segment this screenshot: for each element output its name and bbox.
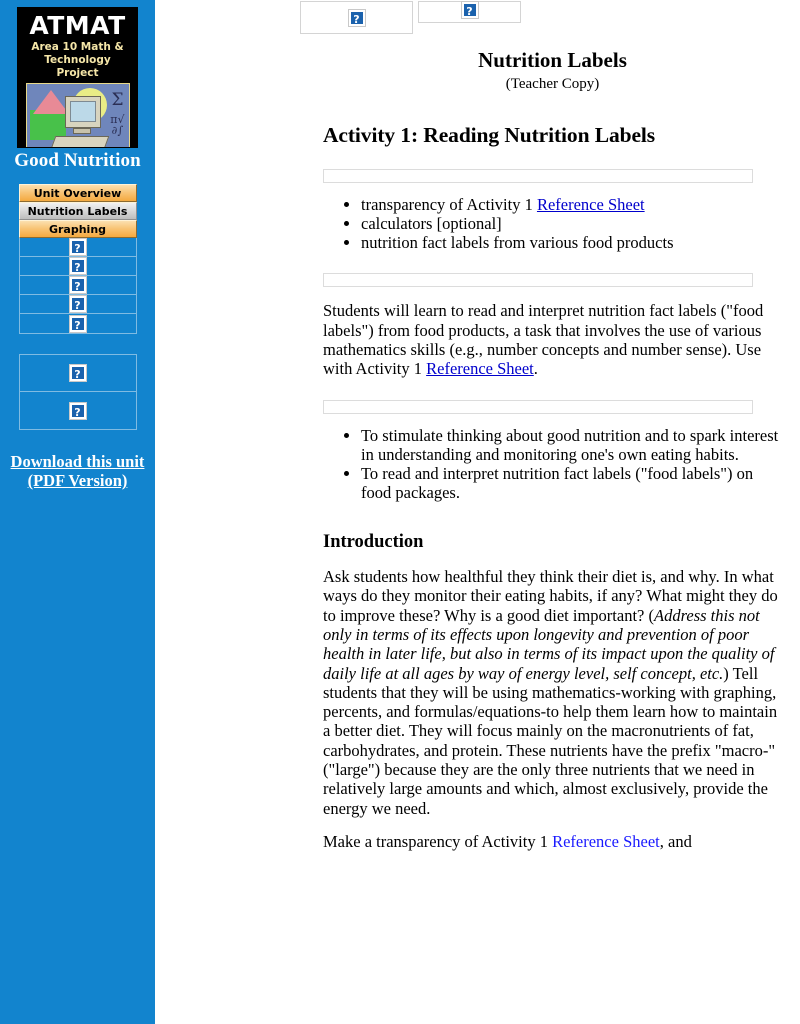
sidebar-secondary-group — [19, 354, 137, 430]
sidebar — [0, 0, 155, 1024]
broken-image-icon: ? — [70, 258, 86, 274]
broken-image-icon: ? — [349, 10, 365, 26]
logo-subtitle-line1: Area 10 Math & — [31, 41, 124, 53]
sidebar-item-broken-3[interactable] — [20, 276, 136, 295]
sidebar-item-broken-5[interactable] — [20, 314, 136, 333]
broken-image-objectives-header[interactable] — [323, 400, 753, 414]
materials-item-text: transparency of Activity 1 — [361, 195, 537, 214]
content-column — [323, 123, 785, 851]
broken-image-icon: ? — [70, 403, 86, 419]
sidebar-item-broken-6[interactable] — [20, 355, 136, 392]
list-item: • To stimulate thinking about good nutrition and to spark interest in understanding and monitoring one's own eating habits. — [361, 426, 785, 464]
broken-image-banner-left[interactable] — [300, 1, 413, 34]
logo-subtitle-line2: Technology Project — [44, 53, 111, 79]
intro-italic-note: Address this not only in terms of its effects upon longevity and prevention of poor health in later life, but also in terms of its impact upon the quality of daily life at all ages by way of energy level, self concept, etc. — [323, 605, 775, 683]
intro-text-part1: Ask students how healthful they think their diet is, and why. In what ways do they monitor their eating habits, if any? What might they do to improve these? Why is a good diet important? ( — [323, 567, 778, 625]
computer-clipart-icon: Σ π√ ∂∫ — [26, 83, 130, 148]
broken-image-icon: ? — [70, 365, 86, 381]
main-content — [155, 0, 800, 1024]
list-item — [361, 195, 785, 214]
reference-sheet-link[interactable]: Reference Sheet — [536, 195, 645, 214]
broken-image-banner-right[interactable] — [418, 1, 521, 23]
sidebar-nav-broken-group — [19, 238, 137, 334]
download-link-line2: (PDF Version) — [27, 471, 128, 491]
broken-image-materials-header[interactable] — [323, 169, 753, 183]
download-link-line1: Download this unit — [10, 452, 145, 471]
sidebar-item-broken-1[interactable] — [20, 238, 136, 257]
broken-image-icon: ? — [70, 239, 86, 255]
page-subtitle: (Teacher Copy) — [505, 76, 600, 92]
intro-text-part2: ) Tell students that they will be using mathematics-working with graphing, percents, and formulas/equations-to help them learn how to maintain a better diet. They will focus mainly on the macronutrients of fat, carbohydrates, and protein. These nutrients have the prefix "macro-" ("large") because they are the only three nutrients that we need in relatively large amounts and which, almost exclusively, provide the energy we need. — [323, 663, 778, 818]
list-item: • calculators [optional] — [361, 214, 785, 233]
sidebar-nav — [19, 184, 137, 238]
header-images — [300, 0, 800, 34]
intro2-text-part2: , and — [659, 831, 692, 851]
introduction-paragraph-2 — [323, 832, 785, 851]
objectives-list — [323, 426, 785, 503]
site-title: Good Nutrition — [14, 150, 141, 171]
activity-heading: Activity 1: Reading Nutrition Labels — [323, 123, 656, 147]
broken-image-icon: ? — [462, 2, 478, 18]
materials-list — [323, 195, 785, 252]
logo-title: ATMAT — [29, 11, 126, 40]
broken-image-icon: ? — [70, 277, 86, 293]
introduction-paragraph-1 — [323, 567, 785, 818]
intro2-text-part1: Make a transparency of Activity 1 — [323, 831, 553, 851]
sidebar-item-broken-2[interactable] — [20, 257, 136, 276]
list-item: • nutrition fact labels from various food products — [361, 233, 785, 252]
sidebar-item-broken-7[interactable] — [20, 392, 136, 429]
broken-image-overview-header[interactable] — [323, 273, 753, 287]
list-item: • To read and interpret nutrition fact labels ("food labels") on food packages. — [361, 464, 785, 502]
overview-text-after: . — [533, 359, 538, 379]
broken-image-icon: ? — [70, 296, 86, 312]
reference-sheet-link[interactable]: Reference Sheet — [426, 359, 534, 379]
overview-text-before: Students will learn to read and interpret nutrition fact labels ("food labels") from food products, a task that involves the use of various mathematics skills (e.g., number concepts and number sense). Use with Activity 1 — [323, 301, 764, 379]
reference-sheet-link[interactable]: Reference Sheet — [552, 831, 660, 851]
overview-paragraph — [323, 301, 785, 378]
download-unit-link[interactable] — [6, 452, 149, 491]
atmat-logo — [17, 7, 138, 148]
sidebar-item-unit-overview[interactable]: Unit Overview — [19, 184, 137, 202]
broken-image-icon: ? — [70, 316, 86, 332]
sidebar-item-broken-4[interactable] — [20, 295, 136, 314]
sidebar-item-nutrition-labels[interactable]: Nutrition Labels — [19, 202, 137, 220]
introduction-heading: Introduction — [323, 532, 424, 553]
sidebar-item-graphing[interactable]: Graphing — [19, 220, 137, 238]
page-title: Nutrition Labels — [478, 48, 627, 72]
